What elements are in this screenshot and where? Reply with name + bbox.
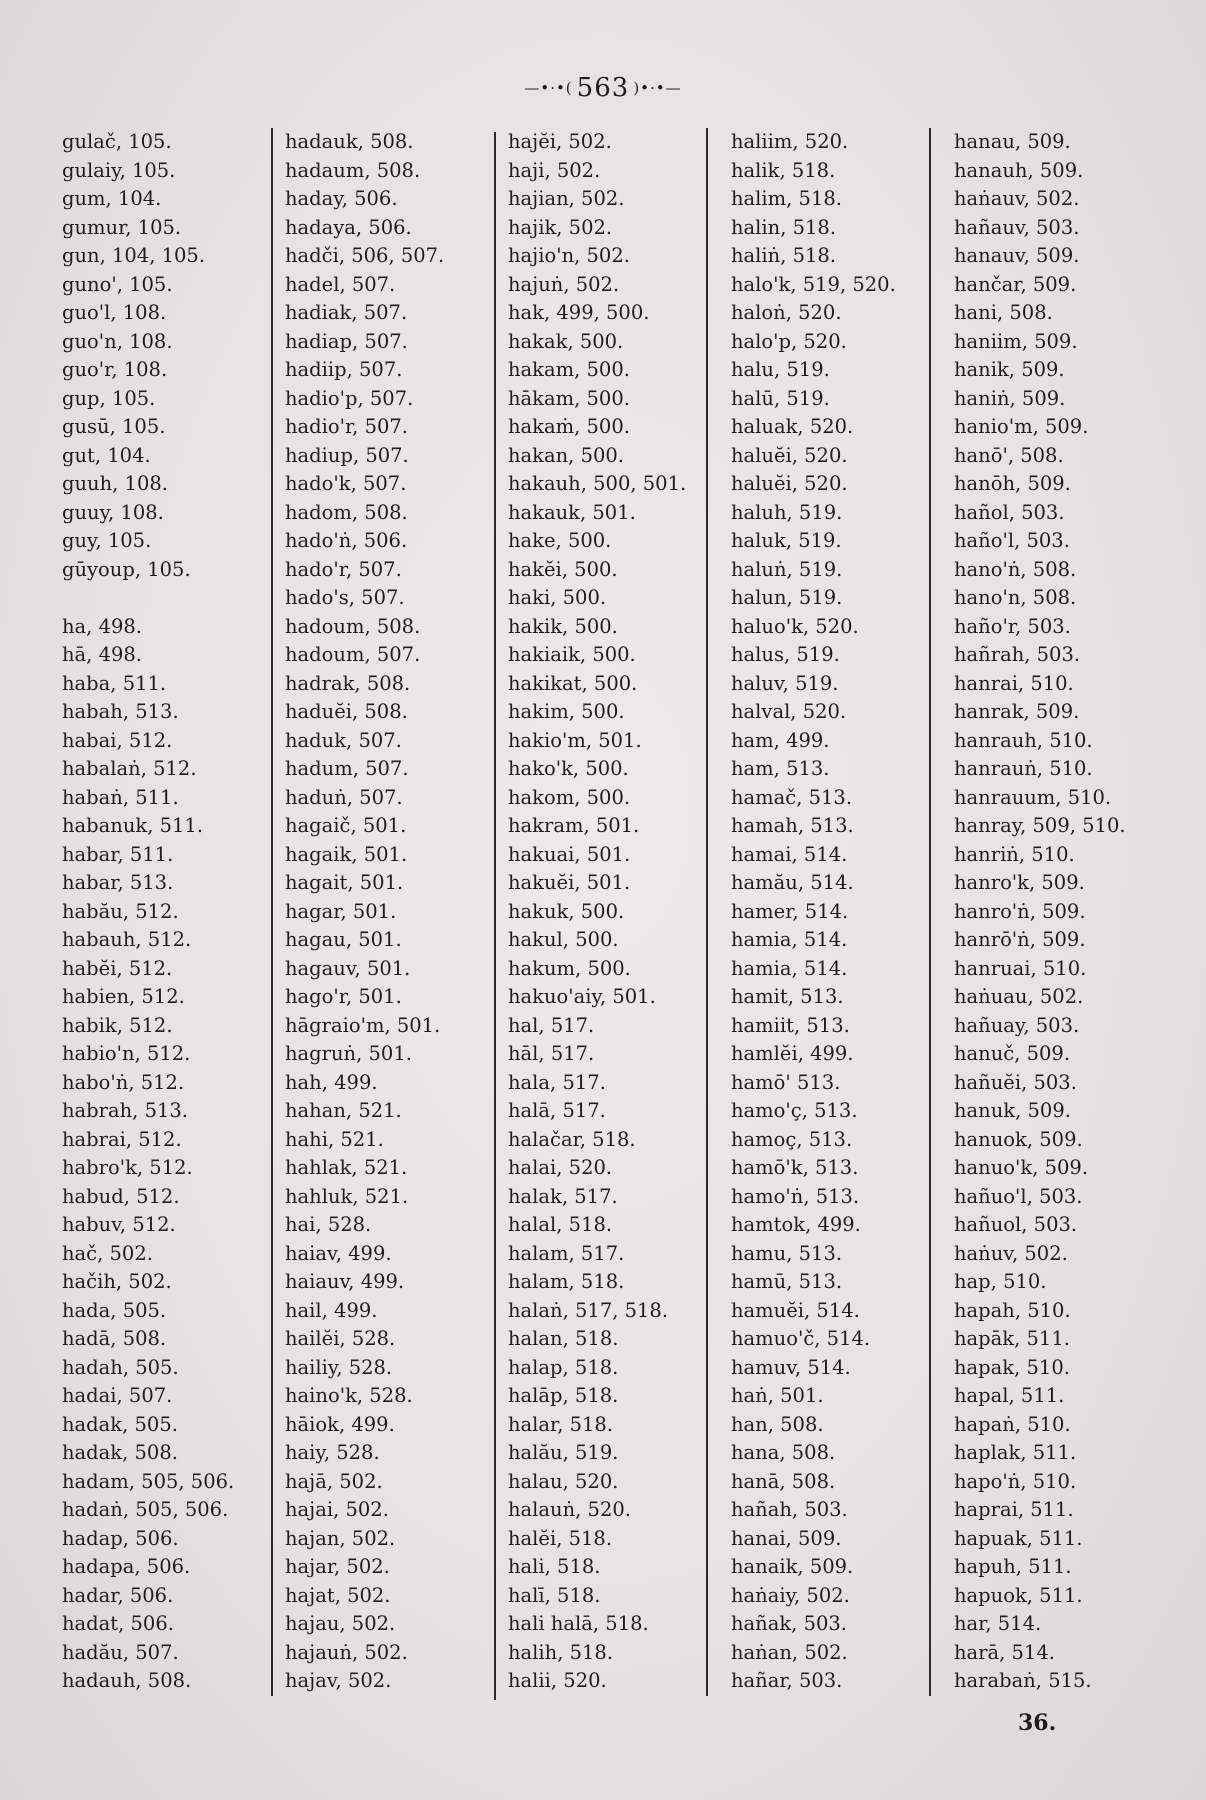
index-entry: halu, 519. bbox=[731, 358, 830, 381]
index-entry: hamai, 514. bbox=[731, 842, 848, 866]
index-entry: haba, 511. bbox=[62, 671, 167, 695]
index-entry: halan, 518. bbox=[508, 1327, 619, 1350]
index-entry: hañol, 503. bbox=[954, 500, 1065, 524]
index-entry: hañauv, 503. bbox=[954, 215, 1080, 239]
index-entry: hamuv, 514. bbox=[731, 1355, 851, 1379]
index-entry: hadči, 506, 507. bbox=[285, 244, 445, 267]
index-entry: hakik, 500. bbox=[508, 614, 618, 638]
index-entry: habuv, 512. bbox=[62, 1213, 176, 1236]
index-entry: hajav, 502. bbox=[285, 1669, 392, 1692]
index-entry: halval, 520. bbox=[731, 700, 847, 723]
index-entry: hadoum, 508. bbox=[285, 614, 421, 638]
index-entry: hakĕi, 500. bbox=[508, 557, 618, 581]
index-entry: hamlĕi, 499. bbox=[731, 1042, 854, 1065]
index-entry: haṅauv, 502. bbox=[954, 187, 1080, 210]
index-entry: haṅaiy, 502. bbox=[731, 1583, 850, 1607]
index-entry: halak, 517. bbox=[508, 1184, 618, 1208]
index-entry: hakuai, 501. bbox=[508, 842, 631, 866]
index-entry: halim, 518. bbox=[731, 187, 842, 210]
index-entry: hakuo'aiy, 501. bbox=[508, 985, 656, 1008]
index-entry: haliṅ, 518. bbox=[731, 244, 837, 267]
index-entry: hadiap, 507. bbox=[285, 329, 408, 353]
index-entry: haliim, 520. bbox=[731, 130, 849, 153]
index-entry: hañrah, 503. bbox=[954, 643, 1081, 666]
index-entry: hanriṅ, 510. bbox=[954, 842, 1075, 866]
index-entry: gūyoup, 105. bbox=[62, 557, 191, 581]
index-entry: hadom, 508. bbox=[285, 500, 408, 524]
index-entry: hamač, 513. bbox=[731, 785, 853, 809]
index-entry: hakom, 500. bbox=[508, 785, 631, 809]
index-entry: han, 508. bbox=[731, 1412, 824, 1436]
index-entry: hañuol, 503. bbox=[954, 1213, 1078, 1236]
index-entry: hajar, 502. bbox=[285, 1555, 390, 1578]
index-entry: hail, 499. bbox=[285, 1298, 378, 1322]
index-entry: hadău, 507. bbox=[62, 1640, 179, 1664]
index-entry: hanuok, 509. bbox=[954, 1127, 1083, 1151]
index-entry: hago'r, 501. bbox=[285, 985, 402, 1008]
index-entry: hač, 502. bbox=[62, 1241, 153, 1265]
index-entry: hadat, 506. bbox=[62, 1612, 174, 1635]
index-entry: gun, 104, 105. bbox=[62, 244, 206, 267]
index-entry: hanō', 508. bbox=[954, 443, 1064, 467]
index-entry: hanrauṅ, 510. bbox=[954, 757, 1093, 780]
index-entry: hapak, 510. bbox=[954, 1355, 1070, 1379]
index-entry: hake, 500. bbox=[508, 529, 612, 552]
index-entry: harabaṅ, 515. bbox=[954, 1669, 1092, 1692]
index-entry: hadoum, 507. bbox=[285, 643, 421, 666]
index-entry: gut, 104. bbox=[62, 443, 151, 467]
index-entry: hajai, 502. bbox=[285, 1498, 389, 1521]
index-entry: hakuk, 500. bbox=[508, 899, 625, 923]
index-entry: habik, 512. bbox=[62, 1013, 173, 1037]
index-entry: guo'l, 108. bbox=[62, 301, 167, 324]
index-entry: guy, 105. bbox=[62, 529, 152, 552]
index-entry: hagaik, 501. bbox=[285, 842, 408, 866]
index-entry: hamuo'č, 514. bbox=[731, 1327, 871, 1350]
index-entry: hadiup, 507. bbox=[285, 443, 409, 467]
index-entry: harā, 514. bbox=[954, 1640, 1055, 1664]
index-entry: hajan, 502. bbox=[285, 1526, 396, 1550]
index-entry: hagaič, 501. bbox=[285, 814, 407, 837]
index-entry: hadar, 506. bbox=[62, 1583, 174, 1607]
index-entry: hāgraio'm, 501. bbox=[285, 1013, 441, 1037]
index-entry: gulaiy, 105. bbox=[62, 158, 176, 182]
index-entry bbox=[62, 584, 274, 613]
index-entry: hajā, 502. bbox=[285, 1469, 383, 1493]
index-entry: hanruai, 510. bbox=[954, 956, 1087, 980]
index-entry: hanuo'k, 509. bbox=[954, 1156, 1089, 1179]
index-entry: hadaya, 506. bbox=[285, 215, 412, 239]
index-entry: hakaṁ, 500. bbox=[508, 415, 630, 438]
index-entry: hañuo'l, 503. bbox=[954, 1184, 1083, 1208]
index-entry: ham, 499. bbox=[731, 728, 830, 752]
index-entry: hanuč, 509. bbox=[954, 1042, 1071, 1065]
index-entry: halap, 518. bbox=[508, 1355, 619, 1379]
index-entry: hākam, 500. bbox=[508, 386, 630, 410]
index-entry: hapah, 510. bbox=[954, 1298, 1071, 1322]
index-entry: gusū, 105. bbox=[62, 415, 166, 438]
index-entry: guuh, 108. bbox=[62, 472, 168, 495]
index-entry: hako'k, 500. bbox=[508, 757, 629, 780]
index-entry: hajauṅ, 502. bbox=[285, 1640, 408, 1664]
index-entry: hančar, 509. bbox=[954, 272, 1077, 296]
index-entry: haluk, 519. bbox=[731, 529, 842, 552]
index-entry: hailiy, 528. bbox=[285, 1355, 393, 1379]
index-entry: habĕi, 512. bbox=[62, 956, 173, 980]
index-entry: hagruṅ, 501. bbox=[285, 1042, 412, 1065]
index-entry: hahlak, 521. bbox=[285, 1156, 408, 1179]
index-entry: hadak, 505. bbox=[62, 1412, 178, 1436]
index-entry: hapuok, 511. bbox=[954, 1583, 1083, 1607]
index-entry: hanrauum, 510. bbox=[954, 785, 1112, 809]
index-entry: hanōh, 509. bbox=[954, 472, 1071, 495]
index-entry: hamău, 514. bbox=[731, 871, 854, 894]
index-entry: ham, 513. bbox=[731, 757, 830, 780]
index-entry: halin, 518. bbox=[731, 215, 837, 239]
index-entry: hačih, 502. bbox=[62, 1270, 172, 1293]
index-entry: hada, 505. bbox=[62, 1298, 167, 1322]
index-entry: haluĕi, 520. bbox=[731, 443, 848, 467]
index-entry: gulač, 105. bbox=[62, 130, 172, 153]
index-entry: hadaum, 508. bbox=[285, 158, 421, 182]
index-entry: haluṅ, 519. bbox=[731, 557, 843, 581]
index-entry: hadap, 506. bbox=[62, 1526, 179, 1550]
index-entry: hah, 499. bbox=[285, 1070, 378, 1094]
index-entry: haiauv, 499. bbox=[285, 1270, 405, 1293]
index-entry: hagait, 501. bbox=[285, 871, 404, 894]
index-entry: hamō' 513. bbox=[731, 1070, 841, 1094]
index-entry: gup, 105. bbox=[62, 386, 156, 410]
index-entry: hanā, 508. bbox=[731, 1469, 836, 1493]
index-entry: hamia, 514. bbox=[731, 956, 848, 980]
index-entry: ha, 498. bbox=[62, 614, 142, 638]
index-column-4 bbox=[731, 128, 943, 1708]
index-entry: hakan, 500. bbox=[508, 443, 625, 467]
index-entry: hakum, 500. bbox=[508, 956, 631, 980]
index-entry: hajuṅ, 502. bbox=[508, 272, 620, 296]
index-entry: halī, 518. bbox=[508, 1583, 601, 1607]
index-entry: halĕi, 518. bbox=[508, 1526, 613, 1550]
index-entry: hahan, 521. bbox=[285, 1099, 402, 1122]
index-entry: hal, 517. bbox=[508, 1013, 595, 1037]
index-entry: hañuay, 503. bbox=[954, 1013, 1080, 1037]
index-entry: hadio'p, 507. bbox=[285, 386, 414, 410]
index-entry: halal, 518. bbox=[508, 1213, 613, 1236]
index-entry: haṅuv, 502. bbox=[954, 1241, 1068, 1265]
index-entry: hakam, 500. bbox=[508, 358, 630, 381]
index-entry: hajau, 502. bbox=[285, 1612, 396, 1635]
index-entry: hadel, 507. bbox=[285, 272, 396, 296]
index-entry: hanro'ṅ, 509. bbox=[954, 899, 1086, 923]
page-number: 563 bbox=[576, 73, 630, 103]
index-entry: hakiaik, 500. bbox=[508, 643, 636, 666]
index-entry: hanai, 509. bbox=[731, 1526, 842, 1550]
index-entry: hani, 508. bbox=[954, 301, 1053, 324]
index-entry: hanray, 509, 510. bbox=[954, 814, 1126, 837]
index-columns bbox=[60, 128, 1140, 1708]
index-entry: hak, 499, 500. bbox=[508, 301, 650, 324]
index-entry: hajik, 502. bbox=[508, 215, 613, 239]
index-entry: hamiit, 513. bbox=[731, 1013, 850, 1037]
index-entry: hanio'm, 509. bbox=[954, 415, 1089, 438]
index-column-5 bbox=[954, 128, 1166, 1708]
index-entry: hamo'ç, 513. bbox=[731, 1099, 858, 1122]
index-entry: hañuĕi, 503. bbox=[954, 1070, 1077, 1094]
index-entry: haiy, 528. bbox=[285, 1441, 380, 1464]
index-entry: hado's, 507. bbox=[285, 586, 405, 609]
index-entry: hanrak, 509. bbox=[954, 700, 1080, 723]
index-entry: guo'r, 108. bbox=[62, 358, 168, 381]
index-entry: haplak, 511. bbox=[954, 1441, 1077, 1464]
index-entry: halaṅ, 517, 518. bbox=[508, 1298, 669, 1322]
index-entry: hali halā, 518. bbox=[508, 1612, 649, 1635]
index-entry: har, 514. bbox=[954, 1612, 1042, 1635]
index-entry: hadum, 507. bbox=[285, 757, 409, 780]
index-entry: halun, 519. bbox=[731, 586, 843, 609]
index-entry: hanrauh, 510. bbox=[954, 728, 1093, 752]
index-entry: hamuĕi, 514. bbox=[731, 1298, 860, 1322]
index-entry: haṅ, 501. bbox=[731, 1384, 824, 1407]
index-entry: hakram, 501. bbox=[508, 814, 640, 837]
index-entry: hakio'm, 501. bbox=[508, 728, 642, 752]
index-entry: halii, 520. bbox=[508, 1669, 607, 1692]
index-entry: habauh, 512. bbox=[62, 928, 192, 951]
index-entry: haluĕi, 520. bbox=[731, 472, 848, 495]
index-entry: hahi, 521. bbox=[285, 1127, 384, 1151]
index-entry: hala, 517. bbox=[508, 1070, 606, 1094]
index-entry: haji, 502. bbox=[508, 158, 601, 182]
index-entry: hamtok, 499. bbox=[731, 1213, 861, 1236]
index-entry: hanau, 509. bbox=[954, 130, 1071, 153]
index-entry: hadak, 508. bbox=[62, 1441, 178, 1464]
index-entry: haprai, 511. bbox=[954, 1498, 1074, 1521]
index-entry: habro'k, 512. bbox=[62, 1156, 193, 1179]
index-entry: hamer, 514. bbox=[731, 899, 849, 923]
index-entry: hāiok, 499. bbox=[285, 1412, 395, 1436]
signature-mark: 36. bbox=[1018, 1710, 1057, 1736]
index-entry: guo'n, 108. bbox=[62, 329, 173, 353]
index-entry: habar, 513. bbox=[62, 871, 174, 894]
index-entry: halău, 519. bbox=[508, 1441, 619, 1464]
index-entry: hado'k, 507. bbox=[285, 472, 407, 495]
index-column-2 bbox=[285, 128, 497, 1708]
index-entry: hajio'n, 502. bbox=[508, 244, 630, 267]
index-entry: hadaṅ, 505, 506. bbox=[62, 1498, 229, 1521]
index-entry: hanauv, 509. bbox=[954, 244, 1080, 267]
index-entry: hapaṅ, 510. bbox=[954, 1412, 1071, 1436]
index-entry: hamit, 513. bbox=[731, 985, 844, 1008]
index-entry: hadai, 507. bbox=[62, 1384, 173, 1407]
index-entry: hap, 510. bbox=[954, 1270, 1047, 1293]
index-entry: hamia, 514. bbox=[731, 928, 848, 951]
index-entry: haluo'k, 520. bbox=[731, 614, 859, 638]
index-entry: hamū, 513. bbox=[731, 1270, 843, 1293]
index-entry: hajian, 502. bbox=[508, 187, 625, 210]
index-entry: halik, 518. bbox=[731, 158, 836, 182]
left-ornament-icon: —•·•( bbox=[524, 79, 573, 97]
index-entry: hanik, 509. bbox=[954, 358, 1065, 381]
index-entry: hakauh, 500, 501. bbox=[508, 472, 687, 495]
index-entry: hadam, 505, 506. bbox=[62, 1469, 235, 1493]
index-entry: haṅan, 502. bbox=[731, 1640, 848, 1664]
index-entry: haṅuau, 502. bbox=[954, 985, 1084, 1008]
index-column-1 bbox=[62, 128, 274, 1708]
index-entry: hanrai, 510. bbox=[954, 671, 1074, 695]
index-entry: habo'ṅ, 512. bbox=[62, 1070, 185, 1094]
index-entry: hana, 508. bbox=[731, 1441, 836, 1464]
index-entry: hanrō'ṅ, 509. bbox=[954, 928, 1086, 951]
index-entry: hagauv, 501. bbox=[285, 956, 411, 980]
index-entry: hapo'ṅ, 510. bbox=[954, 1469, 1077, 1493]
index-entry: hadauh, 508. bbox=[62, 1669, 192, 1692]
index-entry: hadah, 505. bbox=[62, 1355, 179, 1379]
index-entry: haloṅ, 520. bbox=[731, 301, 842, 324]
index-entry: haki, 500. bbox=[508, 586, 607, 609]
index-entry: hajat, 502. bbox=[285, 1583, 391, 1607]
index-entry: hapuak, 511. bbox=[954, 1526, 1083, 1550]
index-entry: haduĕi, 508. bbox=[285, 700, 408, 723]
index-entry: hadā, 508. bbox=[62, 1327, 167, 1350]
right-ornament-icon: )•·•— bbox=[633, 79, 682, 97]
page-header bbox=[0, 68, 1206, 108]
index-entry: halau, 520. bbox=[508, 1469, 619, 1493]
index-entry: haduk, 507. bbox=[285, 728, 402, 752]
index-entry: hakim, 500. bbox=[508, 700, 625, 723]
index-entry: hā, 498. bbox=[62, 643, 142, 666]
index-entry: hamu, 513. bbox=[731, 1241, 843, 1265]
index-entry: habai, 512. bbox=[62, 728, 173, 752]
index-entry: haluak, 520. bbox=[731, 415, 854, 438]
index-entry: hanaik, 509. bbox=[731, 1555, 854, 1578]
index-entry: guuy, 108. bbox=[62, 500, 164, 524]
index-entry: habrah, 513. bbox=[62, 1099, 188, 1122]
index-entry: hanro'k, 509. bbox=[954, 871, 1085, 894]
index-entry: hanuk, 509. bbox=[954, 1099, 1071, 1122]
index-entry: gum, 104. bbox=[62, 187, 162, 210]
index-entry: hamo'ṅ, 513. bbox=[731, 1184, 860, 1208]
index-entry: habanuk, 511. bbox=[62, 814, 204, 837]
index-entry: hanauh, 509. bbox=[954, 158, 1084, 182]
index-entry: habah, 513. bbox=[62, 700, 179, 723]
index-column-3 bbox=[508, 128, 720, 1708]
index-entry: hamō'k, 513. bbox=[731, 1156, 859, 1179]
index-entry: hakuĕi, 501. bbox=[508, 871, 631, 894]
index-entry: habio'n, 512. bbox=[62, 1042, 191, 1065]
index-entry: hagau, 501. bbox=[285, 928, 402, 951]
index-entry: halus, 519. bbox=[731, 643, 840, 666]
index-entry: haño'l, 503. bbox=[954, 529, 1070, 552]
index-entry: hakikat, 500. bbox=[508, 671, 638, 695]
index-entry: haluh, 519. bbox=[731, 500, 843, 524]
index-entry: hahluk, 521. bbox=[285, 1184, 409, 1208]
index-entry: halačar, 518. bbox=[508, 1127, 636, 1151]
index-entry: hajĕi, 502. bbox=[508, 130, 612, 153]
index-entry: hakauk, 501. bbox=[508, 500, 636, 524]
index-entry: hailĕi, 528. bbox=[285, 1327, 396, 1350]
index-entry: hano'ṅ, 508. bbox=[954, 557, 1077, 581]
index-entry: halo'p, 520. bbox=[731, 329, 847, 353]
index-entry: hapal, 511. bbox=[954, 1384, 1065, 1407]
index-entry: haduṅ, 507. bbox=[285, 785, 403, 809]
index-entry: hadrak, 508. bbox=[285, 671, 411, 695]
index-entry: halai, 520. bbox=[508, 1156, 613, 1179]
index-entry: hali, 518. bbox=[508, 1555, 601, 1578]
index-entry: habud, 512. bbox=[62, 1184, 180, 1208]
index-entry: halā, 517. bbox=[508, 1099, 606, 1122]
index-entry: hadio'r, 507. bbox=[285, 415, 408, 438]
index-entry: hadauk, 508. bbox=[285, 130, 414, 153]
index-entry: guno', 105. bbox=[62, 272, 173, 296]
index-entry: habalaṅ, 512. bbox=[62, 757, 197, 780]
index-entry: hāl, 517. bbox=[508, 1042, 595, 1065]
index-entry: haño'r, 503. bbox=[954, 614, 1071, 638]
index-entry: habien, 512. bbox=[62, 985, 185, 1008]
index-entry: haino'k, 528. bbox=[285, 1384, 413, 1407]
index-entry: hapāk, 511. bbox=[954, 1327, 1070, 1350]
index-entry: haniim, 509. bbox=[954, 329, 1078, 353]
index-entry: halo'k, 519, 520. bbox=[731, 272, 896, 296]
index-entry: hañah, 503. bbox=[731, 1498, 848, 1521]
index-entry: hadiak, 507. bbox=[285, 301, 408, 324]
index-entry: hadiip, 507. bbox=[285, 358, 403, 381]
index-entry: haiav, 499. bbox=[285, 1241, 392, 1265]
index-entry: hakak, 500. bbox=[508, 329, 624, 353]
index-entry: habrai, 512. bbox=[62, 1127, 182, 1151]
index-entry: hado'ṅ, 506. bbox=[285, 529, 408, 552]
index-entry: hadapa, 506. bbox=[62, 1555, 191, 1578]
index-entry: halāp, 518. bbox=[508, 1384, 619, 1407]
index-entry: halū, 519. bbox=[731, 386, 830, 410]
index-entry: halauṅ, 520. bbox=[508, 1498, 631, 1521]
index-entry: hapuh, 511. bbox=[954, 1555, 1072, 1578]
index-entry: halam, 518. bbox=[508, 1270, 625, 1293]
index-entry: habău, 512. bbox=[62, 899, 179, 923]
index-entry: hamah, 513. bbox=[731, 814, 854, 837]
index-entry: hai, 528. bbox=[285, 1213, 372, 1236]
index-entry: haniṅ, 509. bbox=[954, 386, 1066, 410]
index-entry: haluv, 519. bbox=[731, 671, 839, 695]
index-entry: halar, 518. bbox=[508, 1412, 614, 1436]
index-entry: hañak, 503. bbox=[731, 1612, 848, 1635]
index-entry: hamoç, 513. bbox=[731, 1127, 853, 1151]
index-entry: hañar, 503. bbox=[731, 1669, 843, 1692]
index-entry: habaṅ, 511. bbox=[62, 785, 179, 809]
index-entry: halam, 517. bbox=[508, 1241, 625, 1265]
index-entry: hano'n, 508. bbox=[954, 586, 1077, 609]
index-entry: hakul, 500. bbox=[508, 928, 619, 951]
index-entry: habar, 511. bbox=[62, 842, 174, 866]
index-entry: hagar, 501. bbox=[285, 899, 397, 923]
index-entry: halih, 518. bbox=[508, 1640, 614, 1664]
index-entry: hado'r, 507. bbox=[285, 557, 402, 581]
index-entry: gumur, 105. bbox=[62, 215, 182, 239]
index-entry: haday, 506. bbox=[285, 187, 398, 210]
